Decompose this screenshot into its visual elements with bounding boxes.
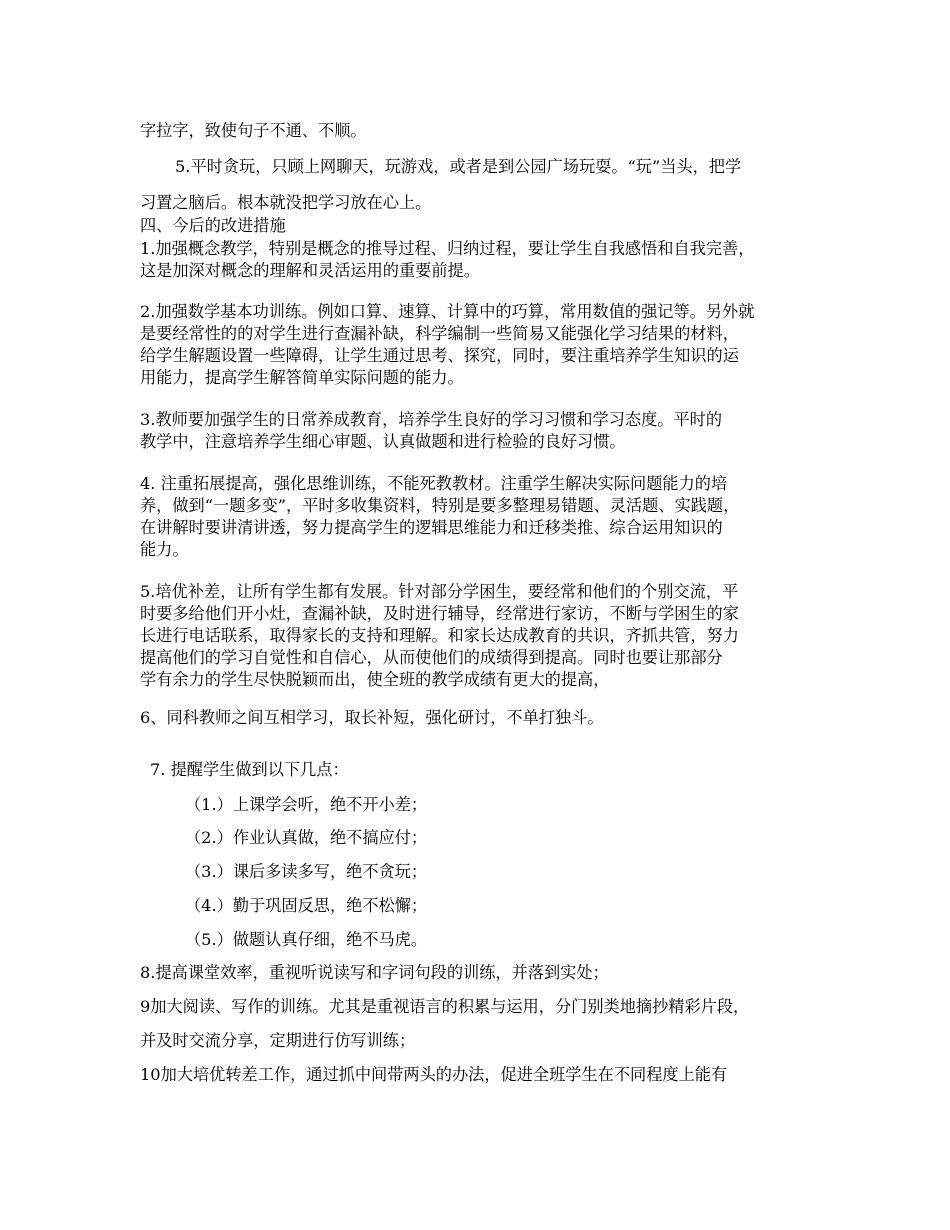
list-item: （2.）作业认真做，绝不搞应付；: [185, 828, 428, 847]
text-line: 这是加深对概念的理解和灵活运用的重要前提。: [140, 261, 480, 280]
text-line: 时要多给他们开小灶，查漏补缺，及时进行辅导，经常进行家访，不断与学困生的家: [140, 604, 739, 623]
text-line: 提高他们的学习自觉性和自信心，从而使他们的成绩得到提高。同时也要让那部分: [140, 648, 723, 667]
text-line: 能力。: [140, 540, 189, 559]
text-line: 6、同科教师之间互相学习，取长补短，强化研讨，不单打独斗。: [140, 708, 604, 727]
list-item: （5.）做题认真仔细，绝不马虎。: [185, 930, 428, 949]
list-item: （3.）课后多读多写，绝不贪玩；: [185, 862, 428, 881]
text-line: 3.教师要加强学生的日常养成教育，培养学生良好的学习习惯和学习态度。平时的: [140, 410, 723, 429]
text-line: 9加大阅读、写作的训练。尤其是重视语言的积累与运用，分门别类地摘抄精彩片段，: [140, 997, 750, 1016]
text-line: 并及时交流分享，定期进行仿写训练；: [140, 1031, 416, 1050]
text-line: 8.提高课堂效率，重视听说读写和字词句段的训练，并落到实处；: [140, 963, 609, 982]
text-line: 是要经常性的的对学生进行查漏补缺，科学编制一些简易又能强化学习结果的材料，: [140, 324, 739, 343]
text-line: 10加大培优转差工作，通过抓中间带两头的办法，促进全班学生在不同程度上能有: [140, 1065, 728, 1084]
text-line: 5.培优补差，让所有学生都有发展。针对部分学困生，要经常和他们的个别交流，平: [140, 582, 739, 601]
text-line: 2.加强数学基本功训练。例如口算、速算、计算中的巧算，常用数值的强记等。另外就: [140, 302, 755, 321]
text-line: 5.平时贪玩，只顾上网聊天，玩游戏，或者是到公园广场玩耍。“玩”当头，把学: [175, 157, 742, 176]
text-line: 教学中，注意培养学生细心审题、认真做题和进行检验的良好习惯。: [140, 432, 626, 451]
text-line: 给学生解题设置一些障碍，让学生通过思考、探究，同时，要注重培养学生知识的运: [140, 346, 739, 365]
text-line: 长进行电话联系，取得家长的支持和理解。和家长达成教育的共识，齐抓共管，努力: [140, 626, 739, 645]
text-line: 习置之脑后。根本就没把学习放在心上。: [140, 193, 432, 212]
text-line: 4. 注重拓展提高，强化思维训练，不能死教教材。注重学生解决实际问题能力的培: [140, 474, 728, 493]
text-line: 字拉字，致使句子不通、不顺。: [140, 121, 367, 140]
list-item: （4.）勤于巩固反思，绝不松懈；: [185, 896, 428, 915]
text-line: 用能力，提高学生解答简单实际问题的能力。: [140, 368, 464, 387]
text-line: 在讲解时要讲清讲透，努力提高学生的逻辑思维能力和迁移类推、综合运用知识的: [140, 518, 723, 537]
section-heading: 四、今后的改进措施: [140, 216, 286, 235]
text-line: 养，做到“一题多变”，平时多收集资料，特别是要多整理易错题、灵活题、实践题，: [140, 496, 740, 515]
list-item: （1.）上课学会听，绝不开小差；: [185, 795, 428, 814]
list-intro: 7. 提醒学生做到以下几点：: [150, 760, 349, 779]
text-line: 1.加强概念教学，特别是概念的推导过程、归纳过程，要让学生自我感悟和自我完善，: [140, 239, 755, 258]
text-line: 学有余力的学生尽快脱颖而出，使全班的教学成绩有更大的提高，: [140, 670, 610, 689]
